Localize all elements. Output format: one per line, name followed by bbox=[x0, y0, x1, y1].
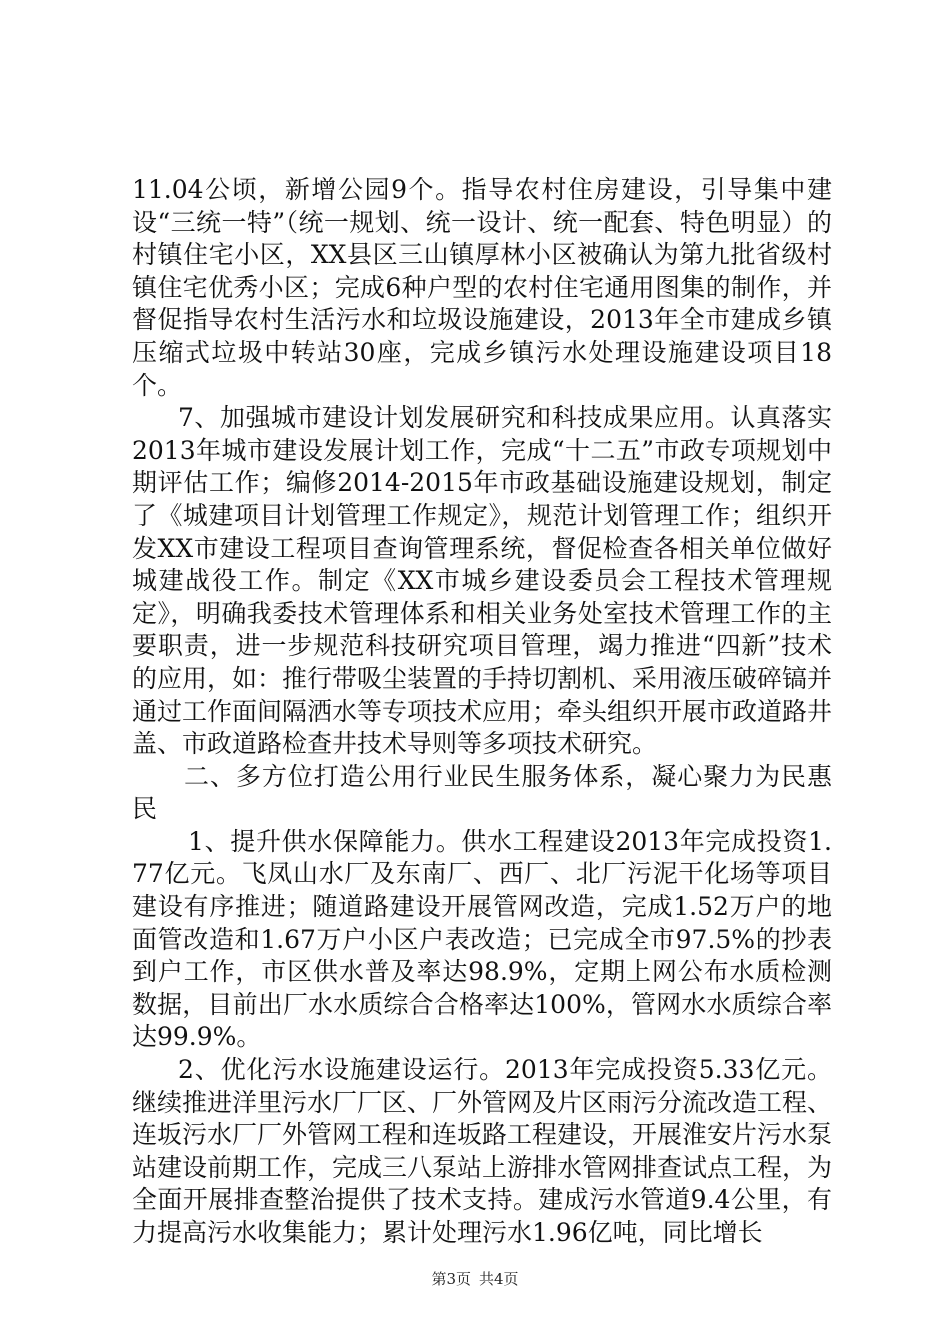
paragraph-sewage-facilities: 2、优化污水设施建设运行。2013年完成投资5.33亿元。继续推进洋里污水厂厂区、厂外管网及片区雨污分流改造工程、连坂污水厂厂外管网工程和连坂路工程建设，开展淮安片污水泵站建设前期工作，完成三八泵站上游排水管网排查试点工程，为全面开展排查整治提供了技术支持。建成污水管道9.4公里，有力提高污水收集能力；累计处理污水1.96亿吨，同比增长 bbox=[132, 1055, 833, 1247]
paragraph-urban-planning-tech: 7、加强城市建设计划发展研究和科技成果应用。认真落实2013年城市建设发展计划工作，完成“十二五”市政专项规划中期评估工作；编修2014-2015年市政基础设施建设规划，制定了《城建项目计划管理工作规定》，规范计划管理工作；组织开发XX市建设工程项目查询管理系统，督促检查各相关单位做好城建战役工作。制定《XX市城乡建设委员会工程技术管理规定》，明确我委技术管理体系和相关业务处室技术管理工作的主要职责，进一步规范科技研究项目管理，竭力推进“四新”技术的应用，如：推行带吸尘装置的手持切割机、采用液压破碎镐并通过工作面间隔洒水等专项技术应用；牵头组织开展市政道路井盖、市政道路检查井技术导则等多项技术研究。 bbox=[132, 403, 833, 759]
page-footer bbox=[0, 1268, 950, 1289]
paragraph-water-supply: 1、提升供水保障能力。供水工程建设2013年完成投资1.77亿元。飞凤山水厂及东南厂、西厂、北厂污泥干化场等项目建设有序推进；随道路建设开展管网改造，完成1.52万户的地面管改造和1.67万户小区户表改造；已完成全市97.5%的抄表到户工作，市区供水普及率达98.9%，定期上网公布水质检测数据，目前出厂水水质综合合格率达100%，管网水水质综合率达99.9%。 bbox=[132, 826, 832, 1052]
page-number: 第3页 bbox=[431, 1270, 471, 1288]
page-total: 共4页 bbox=[479, 1270, 519, 1288]
document-body bbox=[132, 174, 832, 1250]
section-heading-public-utilities: 二、多方位打造公用行业民生服务体系，凝心聚力为民惠民 bbox=[132, 761, 832, 824]
paragraph-parks-rural-housing: 11.04公顷，新增公园9个。指导农村住房建设，引导集中建设“三统一特”（统一规划、统一设计、统一配套、特色明显）的村镇住宅小区，XX县区三山镇厚林小区被确认为第九批省级村镇住宅优秀小区；完成6种户型的农村住宅通用图集的制作，并督促指导农村生活污水和垃圾设施建设，2013年全市建成乡镇压缩式垃圾中转站30座，完成乡镇污水处理设施建设项目18个。 bbox=[132, 175, 832, 400]
